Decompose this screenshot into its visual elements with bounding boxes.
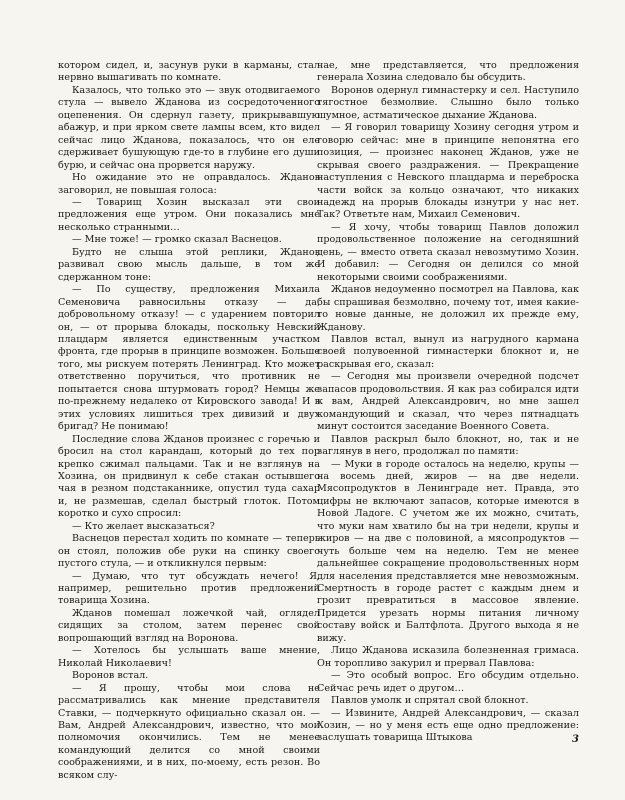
paragraph: Павлов встал, вынул из нагрудного кармана своей полувоенной гимнастерки блокнот и, не раскрывая его, сказал: <box>317 333 579 370</box>
paragraph: — Хотелось бы услышать ваше мнение, Николай Николаевич! <box>58 645 320 669</box>
paragraph: Жданов недоуменно посмотрел на Павлова, как бы спрашивая безмолвно, почему тот, имея какие-то новые данные, не доложил их прежде ему, Жданову. <box>317 284 579 333</box>
paragraph: Лицо Жданова исказила болезненная гримаса. Он торопливо закурил и прервал Павлова: <box>317 645 579 669</box>
page-number: 3 <box>572 734 579 745</box>
paragraph: — Мне тоже! — громко сказал Васнецов. <box>72 234 282 246</box>
paragraph: — Я говорил товарищу Хозину сегодня утром и говорю сейчас: мне в принципе непонятна его позиция, — произнес наконец Жданов, уже не скрывая своего раздражения. — Прекращение наступления с Невского плацдарма и переброска части войск за кольцо означают, что никаких надежд на прорыв блокады изнутри у нас нет. Так? Ответьте нам, Михаил Семенович. <box>317 122 579 221</box>
paragraph: — Муки в городе осталось на неделю, крупы — на восемь дней, жиров — на две недели. Мясопродуктов в Ленинграде нет. Правда, это цифры не включают запасов, которые имеются в Новой Ладоге. С учетом же их можно, считать, что муки нам хватило бы на три недели, крупы и жиров — на две с половиной, а мясопродуктов — чуть больше чем на неделю. Тем не менее дальнейшее сокращение продовольственных норм для населения представляется мне невозможным. Смертность в городе растет с каждым днем и грозит превратиться в массовое явление. Придется урезать нормы питания личному составу войск и Балтфлота. Другого выхода я не вижу. <box>317 458 579 644</box>
paragraph: Но ожидание это не оправдалось. Жданов заговорил, не повышая голоса: <box>58 172 320 196</box>
paragraph: Васнецов перестал ходить по комнате — теперь он стоял, положив обе руки на спинку своего пустого стула, — и откликнулся первым: <box>58 533 320 570</box>
left-column <box>58 60 320 782</box>
paragraph: Павлов умолк и спрятал свой блокнот. <box>331 695 529 707</box>
paragraph: — Я хочу, чтобы товарищ Павлов доложил продовольственное положение на сегодняшний день, — вместо ответа сказал невозмутимо Хозин. И добавил: — Сегодня он делился со мной некоторыми своими соображениями. <box>317 221 579 283</box>
paragraph: котором сидел, и, засунув руки в карманы, стал нервно вышагивать по комнате. <box>58 60 320 84</box>
paragraph: чае, мне представляется, что предложения генерала Хозина следовало бы обсудить. <box>317 60 579 84</box>
paragraph: — Товарищ Хозин высказал эти свои предложения еще утром. Они показались мне несколько странными… <box>58 196 320 233</box>
paragraph: — Это особый вопрос. Его обсудим отдельно. Сейчас речь идет о другом… <box>317 670 579 694</box>
paragraph: — По существу, предложения Михаила Семеновича равносильны отказу — да, добровольному отказу! — с ударением повторил он, — от прорыва блокады, поскольку Невский плацдарм является единственным участком фронта, где прорыв в принципе возможен. Больше того, мы рискуем потерять Ленинград. Кто может ответственно поручиться, что противник не попытается снова штурмовать город? Немцы же по-прежнему недалеко от Кировского завода! И в этих условиях лишиться трех дивизий и двух бригад? Не понимаю! <box>58 284 320 433</box>
paragraph: — Сегодня мы произвели очередной подсчет запасов продовольствия. Я как раз собирался идти к вам, Андрей Александрович, но мне зашел командующий и сказал, что через пятнадцать минут состоится заседание Военного Совета. <box>317 371 579 433</box>
paragraph: Воронов одернул гимнастерку и сел. Наступило тягостное безмолвие. Слышно было только шумное, астматическое дыхание Жданова. <box>317 84 579 121</box>
right-column <box>317 60 579 745</box>
paragraph: Павлов раскрыл было блокнот, но, так и не заглянув в него, продолжал по памяти: <box>317 433 579 458</box>
paragraph: — Думаю, что тут обсуждать нечего! Я, например, решительно против предложений товарища Хозина. <box>58 570 320 607</box>
paragraph: Казалось, что только это — звук отодвигаемого стула — вывело Жданова из сосредоточенного оцепенения. Он сдернул газету, прикрывавшую абажур, и при ярком свете лампы всем, кто видел сейчас лицо Жданова, показалось, что он еле сдерживает бушующую где-то в глубине его души бурю, и сейчас она прорвется наружу. <box>58 84 320 171</box>
paragraph: — Извините, Андрей Александрович, — сказал Хозин, — но у меня есть еще одно предложение: заслушать товарища Штыкова <box>317 707 579 744</box>
paragraph: — Я прошу, чтобы мои слова не рассматривались как мнение представителя Ставки, — подчеркнуто официально сказал он. — Вам, Андрей Александрович, известно, что мои полномочия окончились. Тем не менее командующий делится со мной своими соображениями, и в них, по-моему, есть резон. Во всяком слу- <box>58 682 320 781</box>
paragraph: Будто не слыша этой реплики, Жданов развивал свою мысль дальше, в том же сдержанном тоне: <box>58 246 320 283</box>
paragraph: — Кто желает высказаться? <box>72 520 215 532</box>
paragraph: Жданов помешал ложечкой чай, оглядел сидящих за столом, затем перенес свой вопрошающий взгляд на Воронова. <box>58 607 320 644</box>
paragraph: Воронов встал. <box>72 670 149 682</box>
paragraph: Последние слова Жданов произнес с горечью и бросил на стол карандаш, который до тех пор крепко сжимал пальцами. Так и не взглянув на Хозина, он придвинул к себе стакан остывшего чая в резном подстаканнике, опустил туда сахар и, не размешав, сделал быстрый глоток. Потом коротко и сухо спросил: <box>58 433 320 520</box>
